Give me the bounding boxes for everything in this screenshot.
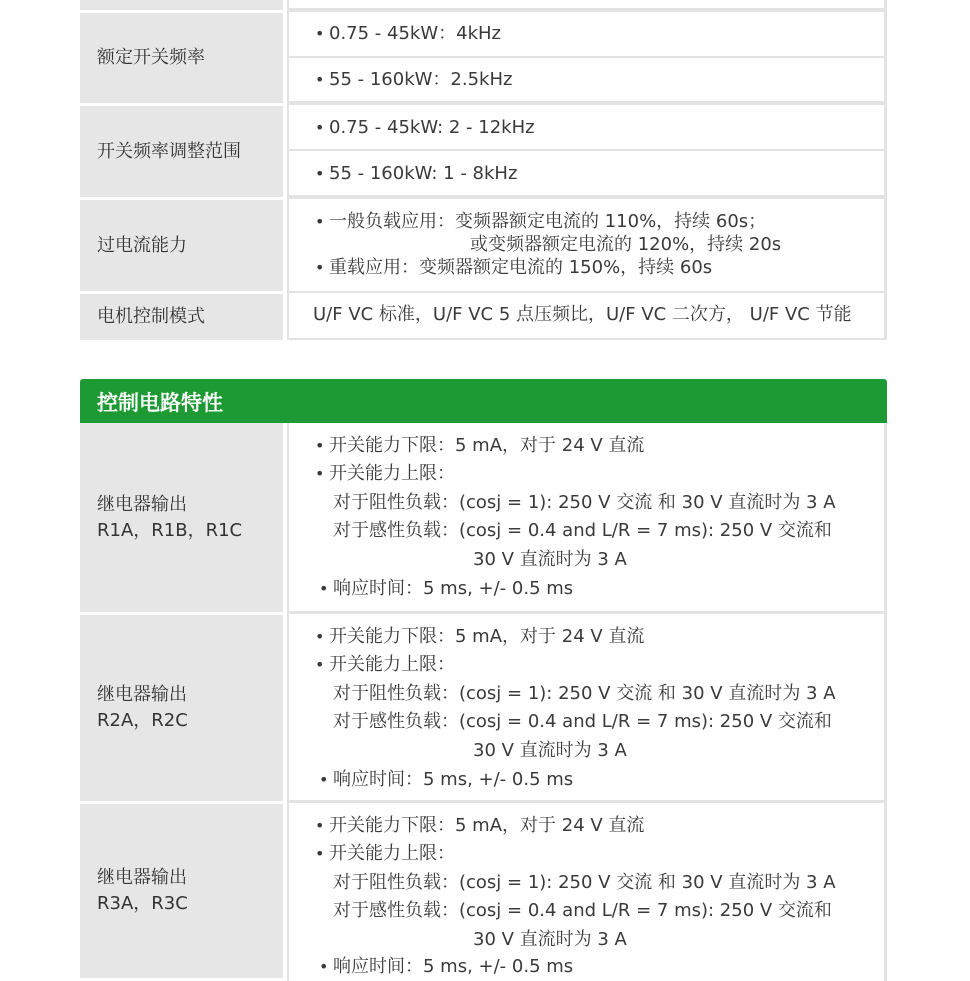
row-label-line1: 继电器输出 xyxy=(97,684,187,705)
row-value-cell xyxy=(287,801,887,981)
list-item-continuation: 30 V 直流时为 3 A xyxy=(473,549,627,570)
bullet-icon: • xyxy=(315,164,325,183)
list-item-detail: 对于感性负载：(cosj = 0.4 and L/R = 7 ms): 250 V 交流和 xyxy=(333,520,832,541)
table-row-rated-switching-frequency xyxy=(80,10,887,103)
row-label-line1: 继电器输出 xyxy=(97,867,187,888)
list-item: • 开关能力上限： xyxy=(315,654,455,675)
list-item-detail: 对于阻性负载：(cosj = 1): 250 V 交流 和 30 V 直流时为 3 A xyxy=(333,492,836,513)
row-value-cell xyxy=(287,197,887,293)
bullet-icon: • xyxy=(315,212,325,231)
row-label-cell xyxy=(80,0,283,10)
table-row-relay-r1 xyxy=(80,423,887,612)
list-item-detail: 对于感性负载：(cosj = 0.4 and L/R = 7 ms): 250 V 交流和 xyxy=(333,711,832,732)
list-item: • 一般负载应用：变频器额定电流的 110%，持续 60s； xyxy=(315,211,767,232)
spec-table-top xyxy=(80,0,887,340)
row-value-text: U/F VC 标准，U/F VC 5 点压频比，U/F VC 二次方， U/F VC 节能 xyxy=(313,304,852,325)
table-row-motor-control-mode xyxy=(80,291,887,340)
list-item: • 响应时间：5 ms, +/- 0.5 ms xyxy=(319,578,574,599)
row-label-line2: R2A，R2C xyxy=(97,710,188,731)
bullet-icon: • xyxy=(319,770,329,789)
list-item: • 开关能力下限：5 mA，对于 24 V 直流 xyxy=(315,435,645,456)
bullet-icon: • xyxy=(319,579,329,598)
row-value-cell xyxy=(287,423,887,613)
table-row-relay-r3 xyxy=(80,801,887,978)
row-value-cell xyxy=(287,0,887,10)
row-value-cell xyxy=(287,10,887,58)
list-item: • 响应时间：5 ms, +/- 0.5 ms xyxy=(319,769,574,790)
section-title: 控制电路特性 xyxy=(97,391,223,415)
list-item: • 重载应用：变频器额定电流的 150%，持续 60s xyxy=(315,257,713,278)
row-label xyxy=(80,291,283,340)
spec-table-control-circuit xyxy=(80,423,887,978)
table-row-overcurrent-capacity xyxy=(80,197,887,291)
section-header xyxy=(80,379,887,423)
list-item: • 开关能力上限： xyxy=(315,463,455,484)
list-item-detail: 对于阻性负载：(cosj = 1): 250 V 交流 和 30 V 直流时为 3 A xyxy=(333,872,836,893)
row-label-text: 电机控制模式 xyxy=(97,306,205,327)
row-value-cell xyxy=(287,291,887,340)
row-value-cell xyxy=(287,149,887,197)
list-item-detail: 对于感性负载：(cosj = 0.4 and L/R = 7 ms): 250 V 交流和 xyxy=(333,900,832,921)
list-item: • 开关能力下限：5 mA，对于 24 V 直流 xyxy=(315,815,645,836)
row-label xyxy=(80,801,283,978)
row-label xyxy=(80,10,283,103)
list-item: • 0.75 - 45kW: 2 - 12kHz xyxy=(315,117,535,138)
row-label xyxy=(80,197,283,291)
list-item: • 55 - 160kW: 1 - 8kHz xyxy=(315,163,518,184)
list-item-detail: 对于阻性负载：(cosj = 1): 250 V 交流 和 30 V 直流时为 3 A xyxy=(333,683,836,704)
bullet-icon: • xyxy=(319,957,329,976)
table-row-relay-r2 xyxy=(80,612,887,801)
row-label xyxy=(80,423,283,612)
row-label-text: 开关频率调整范围 xyxy=(97,140,241,162)
bullet-icon: • xyxy=(315,24,325,43)
bullet-icon: • xyxy=(315,464,325,483)
bullet-icon: • xyxy=(315,258,325,277)
row-label xyxy=(80,103,283,197)
row-value-cell xyxy=(287,56,887,103)
row-label-line2: R1A，R1B，R1C xyxy=(97,519,243,541)
row-label-text: 额定开关频率 xyxy=(97,47,205,68)
bullet-icon: • xyxy=(315,627,325,646)
list-item: • 开关能力下限：5 mA，对于 24 V 直流 xyxy=(315,626,645,647)
bullet-icon: • xyxy=(315,70,325,89)
list-item-continuation: 30 V 直流时为 3 A xyxy=(473,929,627,950)
list-item-continuation: 或变频器额定电流的 120%，持续 20s xyxy=(470,234,782,255)
row-value-cell xyxy=(287,103,887,151)
row-label-line2: R3A，R3C xyxy=(97,893,188,914)
list-item: • 开关能力上限： xyxy=(315,843,455,864)
table-row-partial xyxy=(80,0,887,10)
list-item-continuation: 30 V 直流时为 3 A xyxy=(473,740,627,761)
bullet-icon: • xyxy=(315,436,325,455)
list-item: • 55 - 160kW：2.5kHz xyxy=(315,69,513,90)
row-label xyxy=(80,612,283,801)
bullet-icon: • xyxy=(315,844,325,863)
bullet-icon: • xyxy=(315,816,325,835)
table-row-switching-frequency-range xyxy=(80,103,887,197)
bullet-icon: • xyxy=(315,655,325,674)
list-item: • 0.75 - 45kW：4kHz xyxy=(315,23,502,44)
row-label-text: 过电流能力 xyxy=(97,234,187,256)
row-label-line1: 继电器输出 xyxy=(97,493,187,515)
row-value-cell xyxy=(287,612,887,802)
bullet-icon: • xyxy=(315,118,325,137)
list-item: • 响应时间：5 ms, +/- 0.5 ms xyxy=(319,956,574,977)
